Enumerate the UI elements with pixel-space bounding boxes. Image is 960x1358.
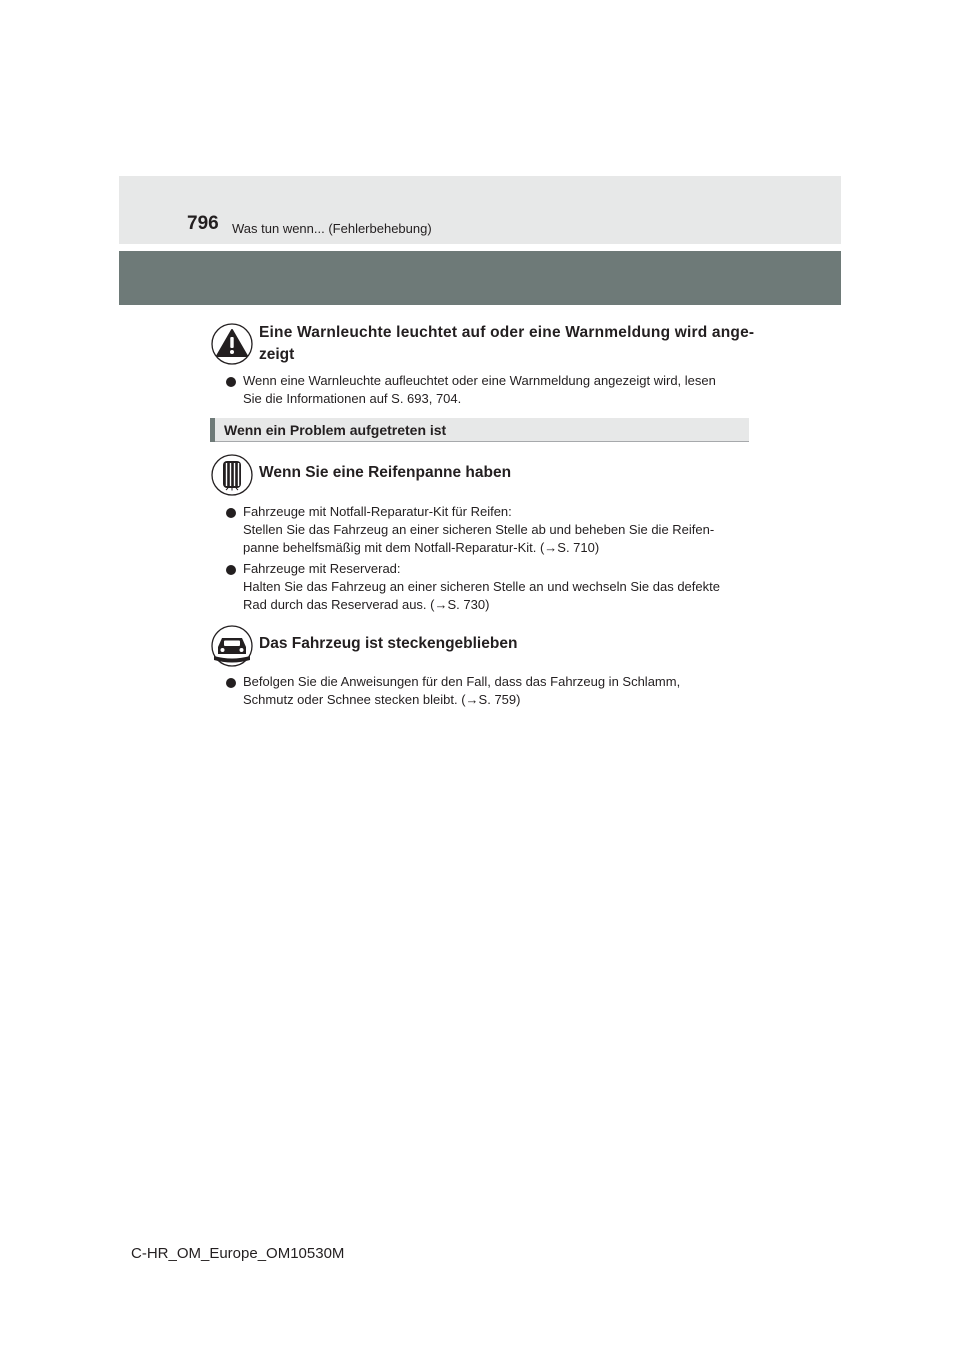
section-header xyxy=(210,418,749,442)
flat-tire-icon xyxy=(211,454,253,496)
flat-tire-item-1-line-1: Fahrzeuge mit Notfall-Reparatur-Kit für Reifen: xyxy=(243,504,512,519)
chapter-band xyxy=(119,251,841,305)
warning-heading-line-2: zeigt xyxy=(259,346,295,363)
document-code: C-HR_OM_Europe_OM10530M xyxy=(131,1245,345,1262)
header-bar xyxy=(119,176,841,244)
flat-tire-item-2 xyxy=(243,560,745,614)
flat-tire-item-2-line-2: Halten Sie das Fahrzeug an einer sicheren Stelle an und wechseln Sie das defekte xyxy=(243,579,720,594)
flat-tire-heading: Wenn Sie eine Reifenpanne haben xyxy=(259,464,512,481)
stuck-text-line-2: Schmutz oder Schnee stecken bleibt. (→S. 759) xyxy=(243,692,521,707)
flat-tire-item-2-line-3: Rad durch das Reserverad aus. (→S. 730) xyxy=(243,597,490,612)
warning-text-line-1: Wenn eine Warnleuchte aufleuchtet oder eine Warnmeldung angezeigt wird, lesen xyxy=(243,373,716,388)
stuck-vehicle-icon xyxy=(211,625,253,667)
section-accent xyxy=(210,418,215,442)
bullet xyxy=(226,678,236,688)
flat-tire-item-1 xyxy=(243,503,745,557)
warning-text xyxy=(243,372,745,408)
warning-heading-line-1: Eine Warnleuchte leuchtet auf oder eine Warnmeldung wird ange- xyxy=(259,324,755,341)
warning-heading xyxy=(259,322,754,366)
stuck-heading: Das Fahrzeug ist steckengeblieben xyxy=(259,635,518,652)
chapter-title: Was tun wenn... (Fehlerbehebung) xyxy=(232,221,432,236)
flat-tire-item-1-line-2: Stellen Sie das Fahrzeug an einer sicheren Stelle ab und beheben Sie die Reifen- xyxy=(243,522,715,537)
flat-tire-item-2-line-1: Fahrzeuge mit Reserverad: xyxy=(243,561,401,576)
flat-tire-item-1-line-3: panne behelfsmäßig mit dem Notfall-Reparatur-Kit. (→S. 710) xyxy=(243,540,600,555)
section-title: Wenn ein Problem aufgetreten ist xyxy=(224,422,447,438)
bullet xyxy=(226,377,236,387)
bullet xyxy=(226,508,236,518)
stuck-text xyxy=(243,673,745,709)
page-number: 796 xyxy=(187,213,219,234)
warning-text-line-2: Sie die Informationen auf S. 693, 704. xyxy=(243,391,462,406)
stuck-text-line-1: Befolgen Sie die Anweisungen für den Fall, dass das Fahrzeug in Schlamm, xyxy=(243,674,681,689)
warning-triangle-icon xyxy=(211,323,253,365)
bullet xyxy=(226,565,236,575)
